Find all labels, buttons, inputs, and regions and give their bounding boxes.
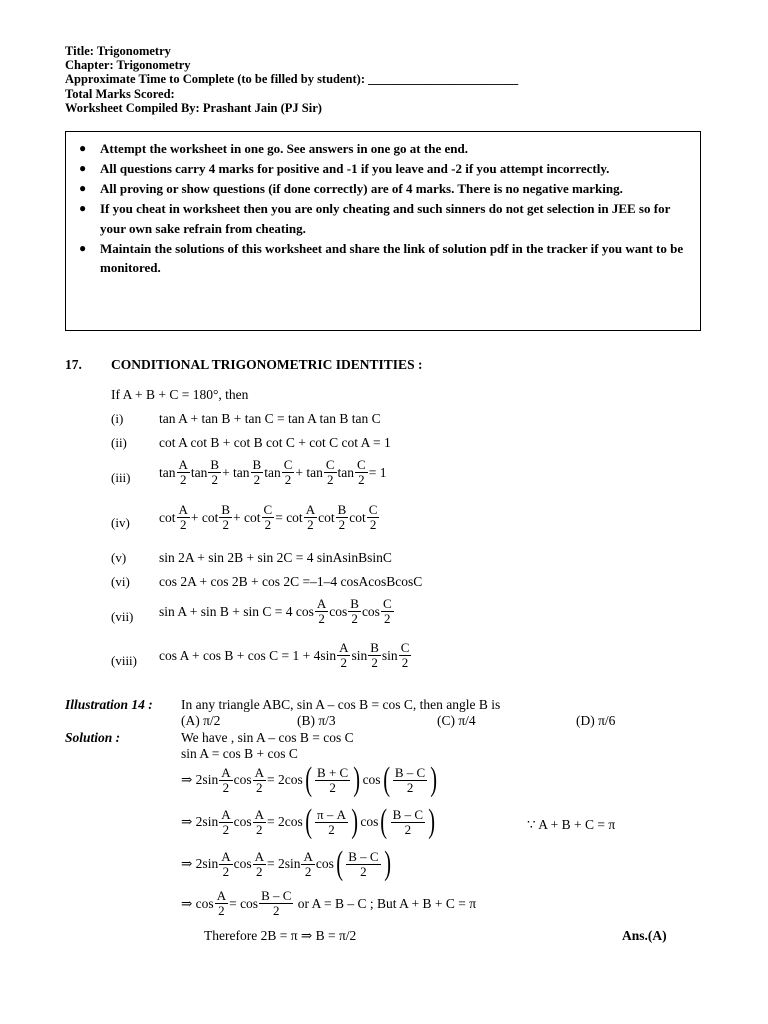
worksheet-chapter: Chapter: Trigonometry <box>65 58 191 72</box>
solution-step: ⇒ 2sin $\frac{A}{2}$ cos $\frac{A}{2}$ = 2sin $\frac{A}{2}$ cos ( $\frac{B - C}{2}$ ) <box>181 845 391 882</box>
bullet-icon: ● <box>79 181 87 195</box>
instruction-item: ● All questions carry 4 marks for positive and -1 if you leave and -2 if you attempt incorrectly. <box>100 159 690 179</box>
identity-label: (iii) <box>111 470 131 485</box>
identity-text: cot A cot B + cot B cot C + cot C cot A = 1 <box>159 435 391 450</box>
instruction-item: ● If you cheat in worksheet then you are only cheating and such sinners do not get selection in JEE so for your own sake refrain from cheating. <box>79 201 671 236</box>
identity-label: (viii) <box>111 653 137 668</box>
section-number: 17. <box>65 357 82 372</box>
option-c: (C) π/4 <box>437 713 476 728</box>
because-note: ∵ A + B + C = π <box>527 817 616 832</box>
identity-label: (i) <box>111 411 124 426</box>
condition-text: If A + B + C = 180°, then <box>111 387 249 402</box>
solution-step: ⇒ 2sin $\frac{A}{2}$ cos $\frac{A}{2}$ = 2cos ( $\frac{B + C}{2}$ ) cos ( $\frac{B - C}{2}$ ) <box>181 761 438 798</box>
identity-text: tan A + tan B + tan C = tan A tan B tan C <box>159 411 381 426</box>
identity-label: (v) <box>111 550 127 565</box>
identity-label: (ii) <box>111 435 127 450</box>
identity-label: (vi) <box>111 574 130 589</box>
solution-step: ⇒ 2sin $\frac{A}{2}$ cos $\frac{A}{2}$ = 2cos ( $\frac{\pi - A}{2}$ ) cos ( $\frac{B - C}{2}$ ) <box>181 803 436 840</box>
option-d: (D) π/6 <box>576 713 616 728</box>
instruction-item: ● Attempt the worksheet in one go. See answers in one go at the end. <box>100 139 690 159</box>
bullet-icon: ● <box>79 141 87 155</box>
identity-label: (iv) <box>111 515 130 530</box>
identity-formula: sin A + sin B + sin C = 4 cos $\frac{A}{2}$ cos $\frac{B}{2}$ cos $\frac{C}{2}$ <box>159 596 392 626</box>
illustration-label: Illustration 14 : <box>65 697 153 712</box>
identity-text: sin 2A + sin 2B + sin 2C = 4 sinAsinBsinC <box>159 550 392 565</box>
identity-label: (vii) <box>111 609 134 624</box>
section-title: CONDITIONAL TRIGONOMETRIC IDENTITIES : <box>111 357 423 372</box>
option-b: (B) π/3 <box>297 713 336 728</box>
instructions-list <box>79 139 690 278</box>
bullet-icon: ● <box>79 201 87 215</box>
solution-label: Solution : <box>65 730 121 745</box>
instruction-item: ● Maintain the solutions of this worksheet and share the link of solution pdf in the tracker if you want to be monitored. <box>79 240 684 275</box>
illustration-question: In any triangle ABC, sin A – cos B = cos C, then angle B is <box>181 697 501 712</box>
solution-line: sin A = cos B + cos C <box>181 746 298 761</box>
instructions-box <box>65 131 701 331</box>
identity-formula: tan $\frac{A}{2}$ tan $\frac{B}{2}$ + tan $\frac{B}{2}$ tan $\frac{C}{2}$ + tan $\frac{C}{2}$ tan $\frac{C}{2}$ = 1 <box>159 457 387 487</box>
identity-formula: cot $\frac{A}{2}$ + cot $\frac{B}{2}$ + cot $\frac{C}{2}$ = cot $\frac{A}{2}$ cot $\frac{B}{2}$ cot $\frac{C}{2}$ <box>159 502 378 532</box>
bullet-icon: ● <box>79 161 87 175</box>
answer-label: Ans.(A) <box>622 928 667 943</box>
solution-conclusion: Therefore 2B = π ⇒ B = π/2 <box>204 928 357 943</box>
identity-formula: cos A + cos B + cos C = 1 + 4sin $\frac{A}{2}$ sin $\frac{B}{2}$ sin $\frac{C}{2}$ <box>159 640 410 670</box>
solution-step: ⇒ cos $\frac{A}{2}$ = cos $\frac{B - C}{2}$ or A = B – C ; But A + B + C = π <box>181 888 477 918</box>
worksheet-title: Title: Trigonometry <box>65 44 171 58</box>
bullet-icon: ● <box>79 240 87 255</box>
instruction-item: ● All proving or show questions (if done correctly) are of 4 marks. There is no negative marking. <box>100 179 690 199</box>
option-a: (A) π/2 <box>181 713 221 728</box>
identity-text: cos 2A + cos 2B + cos 2C =–1–4 cosAcosBcosC <box>159 574 423 589</box>
solution-line: We have , sin A – cos B = cos C <box>181 730 354 745</box>
worksheet-compiled-by: Worksheet Compiled By: Prashant Jain (PJ Sir) <box>65 101 322 115</box>
worksheet-time: Approximate Time to Complete (to be filled by student): ________________________ <box>65 72 519 86</box>
worksheet-marks: Total Marks Scored: <box>65 87 175 101</box>
